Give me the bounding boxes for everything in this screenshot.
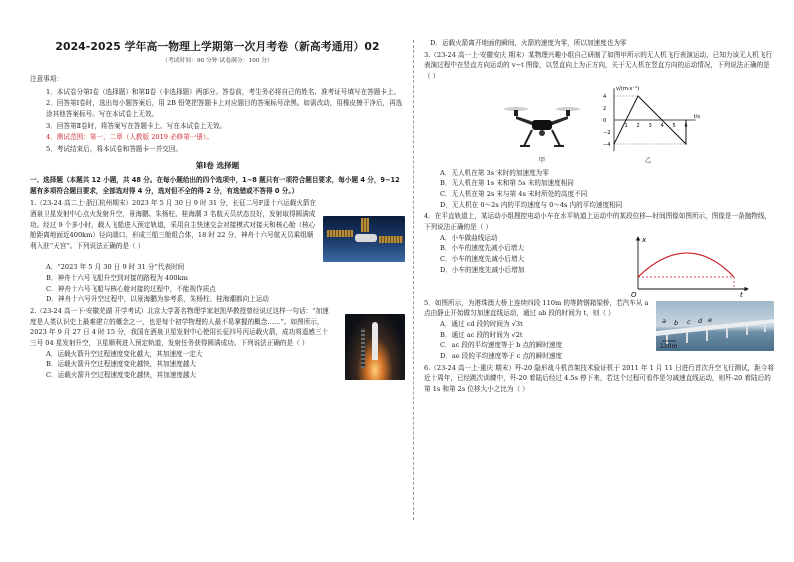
q4-option-b[interactable]: B．小车的速度先减小后增大 xyxy=(440,244,524,253)
vt-graph xyxy=(600,84,701,152)
q2-option-b[interactable]: B．运载火箭升空过程速度变化越快，其加速度越大 xyxy=(46,360,196,369)
notice-heading: 注意事项： xyxy=(30,74,63,83)
question-4-body xyxy=(424,233,774,297)
question-3-stem: 3.（23-24 高一上·安徽安庆 期末）某物理兴趣小组自己研制了如图甲所示的无人机飞行表演运动，已知力该无人机飞行表演过程中在竖直方向运动的 v−t 图像，以竖直向上为正方向，关于无人机在竖直方向的运动情况，下列说法正确的是（ ） xyxy=(424,50,773,81)
q4-option-a[interactable]: A．小车做曲线运动 xyxy=(440,233,498,242)
notice-item-5: 5．考试结束后，将本试卷和答题卡一并交回。 xyxy=(46,144,183,153)
caption-a: 甲 xyxy=(538,156,546,165)
q5-option-a[interactable]: A．通过 cd 段的时间为 √3t xyxy=(440,320,523,329)
question-5-stem: 5．如图所示，为港珠澳大桥上连续四段 110m 的等跨钢箱梁桥，若汽车从 a 点由静止开始做匀加速直线运动，通过 ab 段的时间为 t，则（ ） xyxy=(424,298,649,318)
question-5 xyxy=(424,298,774,362)
q2-option-a[interactable]: A．运载火箭升空过程速度变化越大，其加速度一定大 xyxy=(46,349,203,358)
xt-x-label: t xyxy=(740,290,743,299)
notice-item-3: 3．回答第Ⅱ卷时，将答案写在答题卡上。写在本试卷上无效。 xyxy=(46,121,227,130)
xt-parabola xyxy=(638,253,734,277)
vt-y-tick: −4 xyxy=(603,141,611,148)
vt-x-tick: 4 xyxy=(660,122,664,129)
question-1-stem: 1.（23-24 高二上·浙江杭州期末）2023 年 5 月 30 日 9 时 31 分，长征二号F遥十六运载火箭在酒泉卫星发射中心点火发射升空，景海鹏、朱杨柱、桂海潮 3 名航天员状态良好，发射取得圆满成功。经过 9 个多小时，载人飞船进入预定轨道，采用自主快速交会对接模式对接天和核心舱（核心舱距离地面近400km）径向端口，形成三船三舱组合体，18 时 22 分，神舟十六号航天员乘组顺利入驻“天宫”。下列说法正确的是（ ） xyxy=(30,199,317,250)
station-core xyxy=(355,234,377,242)
q3-option-b[interactable]: B．无人机在第 1s 末和第 5s 末的加速度相同 xyxy=(440,179,574,188)
question-2-stem: 2.（23-24 高一下·安徽芜湖 开学考试）北京大学著名物理学家赵凯华教授曾经说过这样一句话：“加速度是人类认识史上最难建立的概念之一，也是每个初学物理的人最不易掌握的概念……”。如图所示，2023 年 9 月 27 日 4 时 15 分，我国在酒泉卫星发射中心使用长征四号丙运载火箭，成功将遥感三十三号 04 星发射升空，卫星顺利进入预定轨道，发射任务获得圆满成功。下列说法正确的是（ ） xyxy=(30,306,329,347)
question-2 xyxy=(30,306,405,381)
exam-meta: （考试时间：90 分钟 试卷满分：100 分） xyxy=(162,58,273,65)
q2-option-d[interactable]: D．运载火箭离开地面的瞬间，火箭的速度为零，所以加速度也为零 xyxy=(430,39,627,47)
solar-panel-right xyxy=(379,236,403,243)
q2-option-c[interactable]: C．运载火箭升空过程速度变化越快，其加速度越大 xyxy=(46,370,197,379)
q3-option-d[interactable]: D．无人机在 0～2s 内的平均速度与 0～4s 内的平均速度相同 xyxy=(440,200,623,209)
vt-x-tick: 5 xyxy=(672,122,676,129)
notice-item-2: 2．回答第Ⅰ卷时，选出每小题答案后，用 2B 铅笔把答题卡上对应题目的答案标号涂黑。如需改动，用橡皮擦干净后，再选涂其他答案标号。写在本试卷上无效。 xyxy=(46,99,403,118)
q5-option-b[interactable]: B．通过 ac 段的时间为 √2t xyxy=(440,330,523,339)
q3-option-a[interactable]: A．无人机在第 3s 末时的加速度为零 xyxy=(440,168,549,177)
launch-tower xyxy=(361,328,365,368)
vt-y-tick: 2 xyxy=(603,105,607,112)
q1-option-b[interactable]: B．神舟十六号飞船升空到对接的路程为 400km xyxy=(46,273,188,282)
q5-option-d[interactable]: D．ae 段的平均速度等于 c 点的瞬时速度 xyxy=(440,352,563,361)
section-title: 第Ⅰ卷 选择题 xyxy=(195,160,240,170)
caption-b: 乙 xyxy=(644,156,652,165)
column-divider xyxy=(413,40,414,520)
vt-y-tick: 0 xyxy=(603,117,607,124)
xt-graph xyxy=(630,233,752,297)
bridge-photo xyxy=(656,301,774,351)
bridge-span-label: 110m xyxy=(660,342,678,350)
drone-figure xyxy=(502,100,582,166)
vt-x-tick: 3 xyxy=(648,122,652,129)
solar-panel-left xyxy=(327,230,353,237)
vt-y-tick: 4 xyxy=(603,93,607,100)
section-intro xyxy=(30,175,405,196)
q4-option-c[interactable]: C．小车的速度先减小后增大 xyxy=(440,255,525,264)
xt-origin: O xyxy=(631,290,637,299)
drone-icon xyxy=(502,100,582,152)
question-6-stem: 6.（23-24 高一上·重庆 期末）歼-20 隐形战斗机首架技术验证机于 2011 年 1 月 11 日进行首次升空飞行测试，距今将近十周年，已经跳次训練中，歼-20 着陆后经过 4.5s 停下来，若这个过程可看作是匀减速直线运动，则歼-20 着陆后的第 1s 和第 2s 位移大小之比为（ ） xyxy=(424,363,774,394)
q3-figures xyxy=(424,84,774,166)
xt-y-label: x xyxy=(642,235,647,244)
rocket-launch-photo xyxy=(345,314,405,380)
notice-item-1: 1．本试卷分第Ⅰ卷（选择题）和第Ⅱ卷（非选择题）两部分。答卷前，考生务必将自己的姓名、准考证号填写在答题卡上。 xyxy=(46,87,401,96)
space-station-photo xyxy=(323,216,405,262)
vt-x-label: t/s xyxy=(693,113,701,120)
bridge-label-b: b xyxy=(674,318,679,327)
vt-x-tick: 1 xyxy=(624,122,628,129)
question-4-stem: 4．在平直轨道上，某运动小组搜控电动小车在水平轨道上运动中的某段位移—时间图像如图所示，图像是一条抛物线，下列说法正确的是（ ） xyxy=(424,212,772,232)
notice-item-4: 4．测试范围：第一、二章（人教版 2019 必修第一册）。 xyxy=(46,133,213,142)
left-column xyxy=(30,38,405,381)
right-column xyxy=(424,38,774,395)
vt-y-tick: −2 xyxy=(603,129,611,136)
q1-option-c[interactable]: C．神舟十六号飞船与核心舱对接的过程中，不能视作质点 xyxy=(46,284,216,293)
vt-y-label: v/(m·s⁻¹) xyxy=(616,85,640,92)
bridge-label-c: c xyxy=(687,317,691,326)
bridge-drawing xyxy=(656,301,774,351)
q5-option-c[interactable]: C．ac 段的平均速度等于 b 点的瞬时速度 xyxy=(440,341,563,350)
q4-option-d[interactable]: D．小车的速度先减小后增加 xyxy=(440,265,525,274)
section-intro-text: 一、选择题（本题共 12 小题，共 48 分。在每小题给出的四个选项中，1~8 题只有一项符合题目要求，每小题 4 分，9~12 题有多项符合题目要求，全部选对得 4 分，选对但不全的得 2 分，有选错或不答得 0 分。） xyxy=(30,175,400,195)
exam-title: 2024-2025 学年高一物理上学期第一次月考卷（新高考通用）02 xyxy=(55,40,380,53)
vt-x-tick: 6 xyxy=(684,122,688,129)
bridge-label-a: a xyxy=(662,316,666,325)
vt-graph-figure xyxy=(600,84,701,166)
vt-x-tick: 2 xyxy=(636,122,640,129)
question-1 xyxy=(30,198,405,262)
bridge-label-d: d xyxy=(698,316,703,325)
q1-option-d[interactable]: D．神舟十六号升空过程中，以景海鹏为参考系，朱杨柱、桂海潮都向上运动 xyxy=(46,295,269,304)
solar-panel-top xyxy=(361,218,369,232)
q3-option-c[interactable]: C．无人机在第 2s 末与第 4s 末时所处的高度不同 xyxy=(440,190,588,199)
q1-option-a[interactable]: A．“2023 年 5 月 30 日 9 时 31 分”代表时间 xyxy=(46,263,185,272)
bridge-label-e: e xyxy=(708,315,712,324)
rocket-body xyxy=(372,322,378,360)
